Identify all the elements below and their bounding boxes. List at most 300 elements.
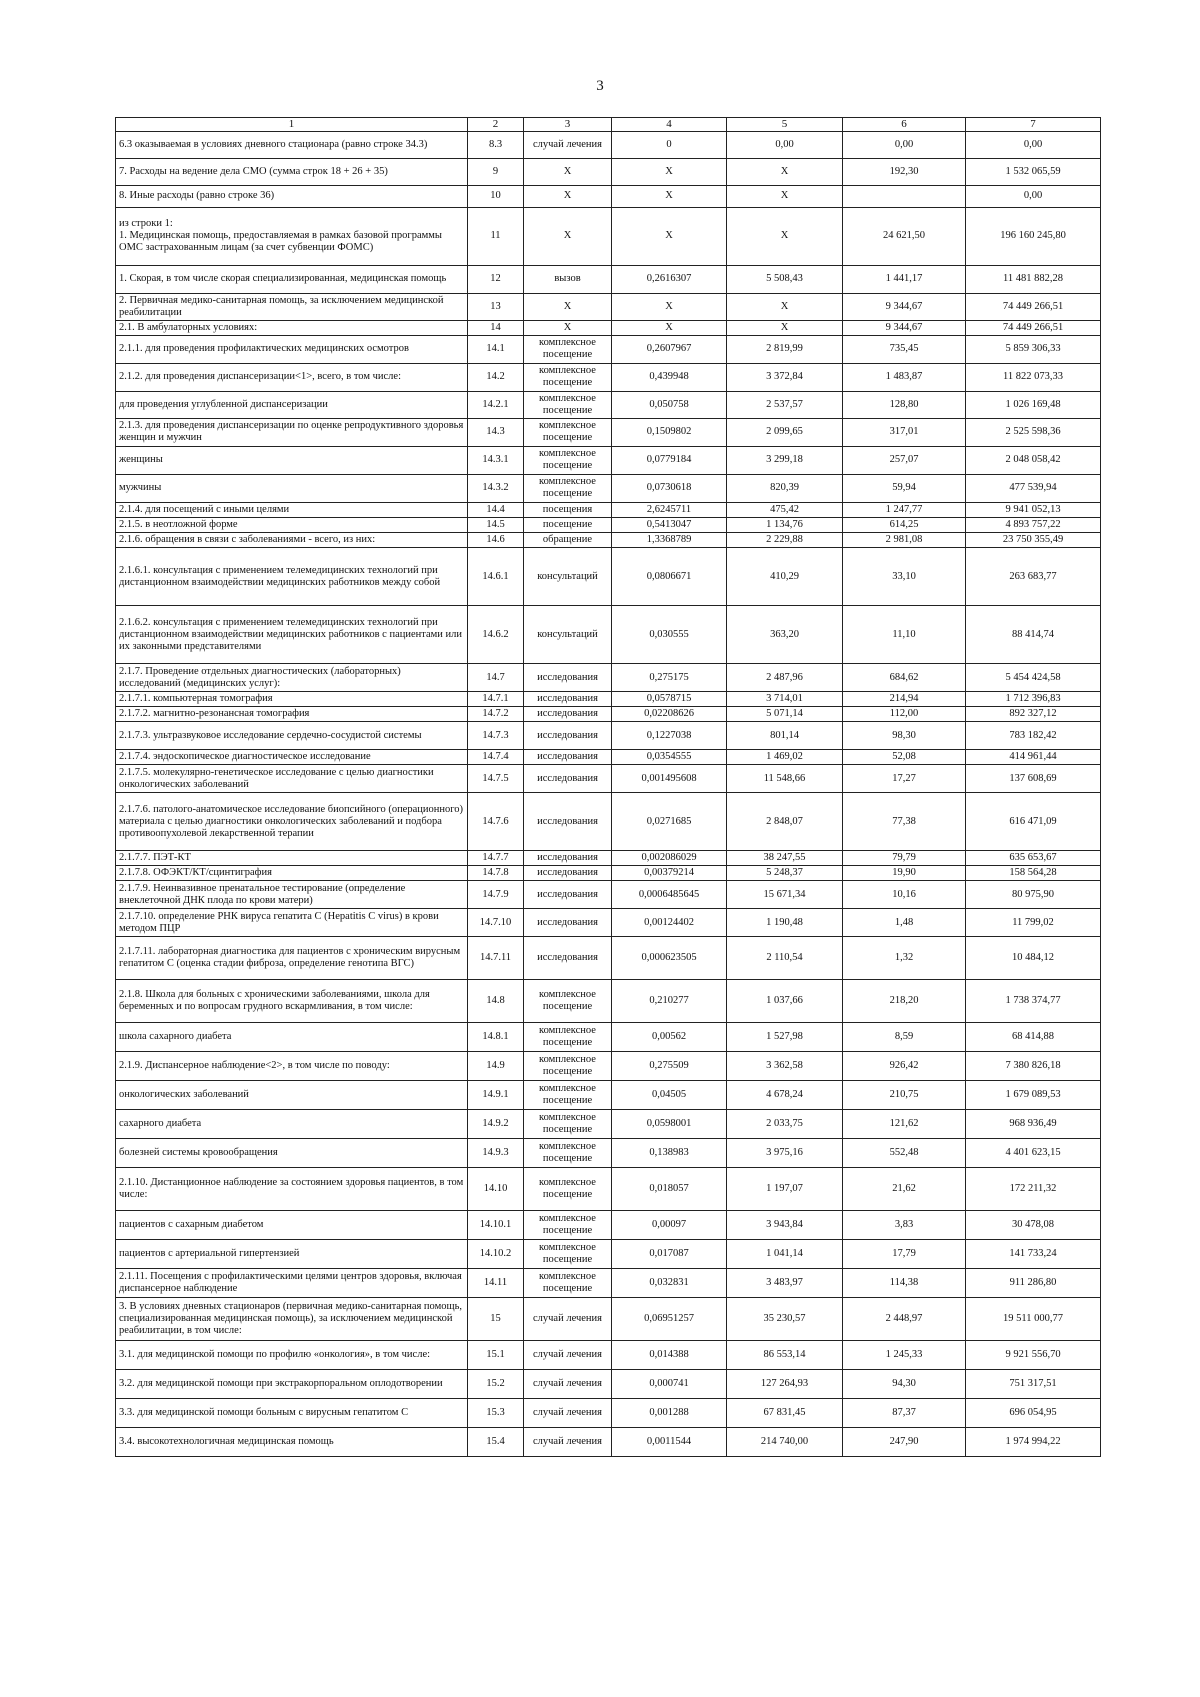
cost-cell: X: [727, 158, 843, 185]
unit-cell: исследования: [524, 909, 612, 937]
table-row: [116, 1428, 1101, 1457]
row-name-cell: школа сахарного диабета: [116, 1023, 468, 1052]
unit-cell: случай лечения: [524, 1298, 612, 1341]
total-cell: 4 401 623,15: [966, 1139, 1101, 1168]
unit-cell: комплексное посещение: [524, 1023, 612, 1052]
unit-cell: комплексное посещение: [524, 335, 612, 363]
total-cell: 9 941 052,13: [966, 502, 1101, 517]
unit-cell: комплексное посещение: [524, 980, 612, 1023]
unit-cell: X: [524, 158, 612, 185]
unit-cell: случай лечения: [524, 1428, 612, 1457]
per-capita-cell: 33,10: [843, 548, 966, 606]
table-row: [116, 793, 1101, 851]
row-name-cell: 2.1.6. обращения в связи с заболеваниями - всего, из них:: [116, 533, 468, 548]
norm-cell: 0,0730618: [612, 474, 727, 502]
column-number: 3: [524, 118, 612, 132]
norm-cell: 0,138983: [612, 1139, 727, 1168]
row-code-cell: 14.6: [468, 533, 524, 548]
per-capita-cell: 257,07: [843, 446, 966, 474]
norm-cell: 0,00097: [612, 1211, 727, 1240]
unit-cell: комплексное посещение: [524, 1168, 612, 1211]
unit-cell: комплексное посещение: [524, 1240, 612, 1269]
table-row: [116, 980, 1101, 1023]
row-name-cell: 2.1.9. Диспансерное наблюдение<2>, в том числе по поводу:: [116, 1052, 468, 1081]
unit-cell: комплексное посещение: [524, 1052, 612, 1081]
per-capita-cell: 9 344,67: [843, 320, 966, 335]
cost-cell: 2 819,99: [727, 335, 843, 363]
total-cell: 74 449 266,51: [966, 320, 1101, 335]
unit-cell: комплексное посещение: [524, 1211, 612, 1240]
cost-cell: 214 740,00: [727, 1428, 843, 1457]
cost-cell: X: [727, 320, 843, 335]
total-cell: 635 653,67: [966, 851, 1101, 866]
per-capita-cell: 1,48: [843, 909, 966, 937]
row-name-cell: 2.1.10. Дистанционное наблюдение за состоянием здоровья пациентов, в том числе:: [116, 1168, 468, 1211]
row-name-cell: женщины: [116, 446, 468, 474]
total-cell: 4 893 757,22: [966, 518, 1101, 533]
total-cell: 1 532 065,59: [966, 158, 1101, 185]
row-code-cell: 14.7.1: [468, 692, 524, 707]
unit-cell: комплексное посещение: [524, 446, 612, 474]
table-row: [116, 185, 1101, 207]
per-capita-cell: 21,62: [843, 1168, 966, 1211]
total-cell: 616 471,09: [966, 793, 1101, 851]
total-cell: 892 327,12: [966, 707, 1101, 722]
table-row: [116, 265, 1101, 293]
per-capita-cell: 0,00: [843, 131, 966, 158]
per-capita-cell: 9 344,67: [843, 293, 966, 320]
table-row: [116, 1211, 1101, 1240]
per-capita-cell: 3,83: [843, 1211, 966, 1240]
unit-cell: случай лечения: [524, 131, 612, 158]
row-code-cell: 14.7.5: [468, 765, 524, 793]
total-cell: 751 317,51: [966, 1370, 1101, 1399]
column-number: 4: [612, 118, 727, 132]
unit-cell: исследования: [524, 851, 612, 866]
norm-cell: X: [612, 293, 727, 320]
table-row: [116, 320, 1101, 335]
norm-cell: 0,210277: [612, 980, 727, 1023]
unit-cell: исследования: [524, 765, 612, 793]
unit-cell: исследования: [524, 722, 612, 750]
row-name-cell: пациентов с сахарным диабетом: [116, 1211, 468, 1240]
row-name-cell: 2.1.7.11. лабораторная диагностика для пациентов с хроническим вирусным гепатитом С (оценка стадии фиброза, определение генотипа ВГС): [116, 937, 468, 980]
cost-cell: 15 671,34: [727, 881, 843, 909]
table-row: [116, 765, 1101, 793]
row-name-cell: 3.3. для медицинской помощи больным с вирусным гепатитом С: [116, 1399, 468, 1428]
per-capita-cell: 17,27: [843, 765, 966, 793]
table-row: [116, 335, 1101, 363]
per-capita-cell: 24 621,50: [843, 207, 966, 265]
norm-cell: 0,00124402: [612, 909, 727, 937]
per-capita-cell: 52,08: [843, 750, 966, 765]
row-name-cell: сахарного диабета: [116, 1110, 468, 1139]
unit-cell: случай лечения: [524, 1341, 612, 1370]
norm-cell: 0,0271685: [612, 793, 727, 851]
norm-cell: X: [612, 185, 727, 207]
unit-cell: исследования: [524, 692, 612, 707]
cost-cell: 67 831,45: [727, 1399, 843, 1428]
cost-cell: 363,20: [727, 606, 843, 664]
unit-cell: обращение: [524, 533, 612, 548]
norm-cell: 0,0011544: [612, 1428, 727, 1457]
row-name-cell: 2.1.6.1. консультация с применением телемедицинских технологий при дистанционном взаимодействии медицинских работников между собой: [116, 548, 468, 606]
row-code-cell: 14.7.2: [468, 707, 524, 722]
row-code-cell: 13: [468, 293, 524, 320]
total-cell: 414 961,44: [966, 750, 1101, 765]
row-name-cell: 3.2. для медицинской помощи при экстракорпоральном оплодотворении: [116, 1370, 468, 1399]
row-code-cell: 14.10: [468, 1168, 524, 1211]
total-cell: 11 481 882,28: [966, 265, 1101, 293]
row-code-cell: 9: [468, 158, 524, 185]
table-row: [116, 293, 1101, 320]
per-capita-cell: 218,20: [843, 980, 966, 1023]
row-code-cell: 14.10.1: [468, 1211, 524, 1240]
unit-cell: исследования: [524, 866, 612, 881]
total-cell: 80 975,90: [966, 881, 1101, 909]
row-code-cell: 14.1: [468, 335, 524, 363]
norm-cell: 0: [612, 131, 727, 158]
table-row: [116, 391, 1101, 418]
norm-cell: 0,2616307: [612, 265, 727, 293]
unit-cell: X: [524, 185, 612, 207]
table-row: [116, 1081, 1101, 1110]
row-name-cell: 2.1.7.1. компьютерная томография: [116, 692, 468, 707]
table-row: [116, 158, 1101, 185]
unit-cell: посещения: [524, 502, 612, 517]
norm-cell: 0,00379214: [612, 866, 727, 881]
per-capita-cell: 114,38: [843, 1269, 966, 1298]
row-name-cell: из строки 1: 1. Медицинская помощь, предоставляемая в рамках базовой программы ОМС застрахованным лицам (за счет субвенции ФОМС): [116, 207, 468, 265]
row-code-cell: 14.8: [468, 980, 524, 1023]
table-row: [116, 707, 1101, 722]
table-row: [116, 866, 1101, 881]
table-row: [116, 750, 1101, 765]
total-cell: 1 679 089,53: [966, 1081, 1101, 1110]
per-capita-cell: 317,01: [843, 418, 966, 446]
total-cell: 11 822 073,33: [966, 363, 1101, 391]
row-name-cell: 2.1.7.8. ОФЭКТ/КТ/сцинтиграфия: [116, 866, 468, 881]
cost-cell: 35 230,57: [727, 1298, 843, 1341]
table-row: [116, 1269, 1101, 1298]
norm-cell: 0,0578715: [612, 692, 727, 707]
row-name-cell: 1. Скорая, в том числе скорая специализированная, медицинская помощь: [116, 265, 468, 293]
column-number: 1: [116, 118, 468, 132]
total-cell: 68 414,88: [966, 1023, 1101, 1052]
norm-cell: 0,2607967: [612, 335, 727, 363]
unit-cell: X: [524, 320, 612, 335]
row-code-cell: 8.3: [468, 131, 524, 158]
unit-cell: комплексное посещение: [524, 418, 612, 446]
table-row: [116, 446, 1101, 474]
row-code-cell: 14.2: [468, 363, 524, 391]
per-capita-cell: 1 441,17: [843, 265, 966, 293]
unit-cell: комплексное посещение: [524, 474, 612, 502]
table-row: [116, 1168, 1101, 1211]
row-name-cell: 2.1.1. для проведения профилактических медицинских осмотров: [116, 335, 468, 363]
unit-cell: исследования: [524, 664, 612, 692]
row-code-cell: 14.6.1: [468, 548, 524, 606]
row-name-cell: 2.1.7.2. магнитно-резонансная томография: [116, 707, 468, 722]
row-name-cell: 2.1.11. Посещения с профилактическими целями центров здоровья, включая диспансерное наблюдение: [116, 1269, 468, 1298]
cost-cell: 3 975,16: [727, 1139, 843, 1168]
total-cell: 196 160 245,80: [966, 207, 1101, 265]
row-code-cell: 14.2.1: [468, 391, 524, 418]
per-capita-cell: 1 245,33: [843, 1341, 966, 1370]
per-capita-cell: 11,10: [843, 606, 966, 664]
unit-cell: X: [524, 207, 612, 265]
row-code-cell: 14.7.11: [468, 937, 524, 980]
cost-cell: X: [727, 185, 843, 207]
unit-cell: комплексное посещение: [524, 1139, 612, 1168]
total-cell: 1 026 169,48: [966, 391, 1101, 418]
table-row: [116, 851, 1101, 866]
row-name-cell: 2.1.7.6. патолого-анатомическое исследование биопсийного (операционного) материала с целью диагностики онкологических заболеваний и подбора противоопухолевой лекарственной терапии: [116, 793, 468, 851]
row-name-cell: мужчины: [116, 474, 468, 502]
unit-cell: комплексное посещение: [524, 391, 612, 418]
row-code-cell: 14.6.2: [468, 606, 524, 664]
table-row: [116, 1052, 1101, 1081]
total-cell: 23 750 355,49: [966, 533, 1101, 548]
norm-cell: 0,0806671: [612, 548, 727, 606]
row-name-cell: 3.4. высокотехнологичная медицинская помощь: [116, 1428, 468, 1457]
norm-cell: 0,002086029: [612, 851, 727, 866]
total-cell: 172 211,32: [966, 1168, 1101, 1211]
row-name-cell: 2.1.3. для проведения диспансеризации по оценке репродуктивного здоровья женщин и мужчин: [116, 418, 468, 446]
unit-cell: посещение: [524, 518, 612, 533]
cost-cell: 2 537,57: [727, 391, 843, 418]
norm-cell: 0,0779184: [612, 446, 727, 474]
table-row: [116, 1341, 1101, 1370]
cost-cell: 801,14: [727, 722, 843, 750]
cost-cell: 2 229,88: [727, 533, 843, 548]
per-capita-cell: 1,32: [843, 937, 966, 980]
norm-cell: X: [612, 320, 727, 335]
unit-cell: случай лечения: [524, 1399, 612, 1428]
per-capita-cell: 112,00: [843, 707, 966, 722]
cost-cell: 38 247,55: [727, 851, 843, 866]
row-code-cell: 15.3: [468, 1399, 524, 1428]
table-row: [116, 1240, 1101, 1269]
row-name-cell: 2.1.7.9. Неинвазивное пренатальное тестирование (определение внеклеточной ДНК плода по крови матери): [116, 881, 468, 909]
per-capita-cell: 87,37: [843, 1399, 966, 1428]
cost-cell: 4 678,24: [727, 1081, 843, 1110]
per-capita-cell: 684,62: [843, 664, 966, 692]
unit-cell: исследования: [524, 937, 612, 980]
norm-cell: 0,00562: [612, 1023, 727, 1052]
per-capita-cell: 2 981,08: [843, 533, 966, 548]
row-code-cell: 15.1: [468, 1341, 524, 1370]
per-capita-cell: 210,75: [843, 1081, 966, 1110]
row-name-cell: 2.1.7.10. определение РНК вируса гепатита С (Hepatitis C virus) в крови методом ПЦР: [116, 909, 468, 937]
cost-cell: 2 487,96: [727, 664, 843, 692]
total-cell: 1 712 396,83: [966, 692, 1101, 707]
norm-cell: 0,0006485645: [612, 881, 727, 909]
cost-cell: 3 372,84: [727, 363, 843, 391]
row-code-cell: 14.3.2: [468, 474, 524, 502]
total-cell: 1 738 374,77: [966, 980, 1101, 1023]
table-row: [116, 664, 1101, 692]
row-name-cell: 2. Первичная медико-санитарная помощь, за исключением медицинской реабилитации: [116, 293, 468, 320]
row-code-cell: 14.9: [468, 1052, 524, 1081]
row-name-cell: 7. Расходы на ведение дела СМО (сумма строк 18 + 26 + 35): [116, 158, 468, 185]
row-name-cell: онкологических заболеваний: [116, 1081, 468, 1110]
table-row: [116, 474, 1101, 502]
cost-cell: X: [727, 207, 843, 265]
cost-cell: 1 190,48: [727, 909, 843, 937]
per-capita-cell: 926,42: [843, 1052, 966, 1081]
row-code-cell: 14.7.10: [468, 909, 524, 937]
table-row: [116, 722, 1101, 750]
cost-cell: 2 033,75: [727, 1110, 843, 1139]
cost-cell: 5 248,37: [727, 866, 843, 881]
table-row: [116, 207, 1101, 265]
row-code-cell: 14.11: [468, 1269, 524, 1298]
column-number: 5: [727, 118, 843, 132]
per-capita-cell: 192,30: [843, 158, 966, 185]
cost-cell: 127 264,93: [727, 1370, 843, 1399]
total-cell: 2 525 598,36: [966, 418, 1101, 446]
cost-cell: 11 548,66: [727, 765, 843, 793]
cost-cell: 2 848,07: [727, 793, 843, 851]
cost-cell: 3 362,58: [727, 1052, 843, 1081]
row-code-cell: 14.7.8: [468, 866, 524, 881]
row-code-cell: 14.7.4: [468, 750, 524, 765]
unit-cell: комплексное посещение: [524, 363, 612, 391]
cost-cell: 410,29: [727, 548, 843, 606]
norm-cell: 1,3368789: [612, 533, 727, 548]
per-capita-cell: 614,25: [843, 518, 966, 533]
row-code-cell: 15.2: [468, 1370, 524, 1399]
unit-cell: комплексное посещение: [524, 1110, 612, 1139]
unit-cell: комплексное посещение: [524, 1081, 612, 1110]
row-code-cell: 14.9.2: [468, 1110, 524, 1139]
row-code-cell: 14.4: [468, 502, 524, 517]
norm-cell: 0,1227038: [612, 722, 727, 750]
table-row: [116, 363, 1101, 391]
row-code-cell: 14.7.9: [468, 881, 524, 909]
cost-cell: 475,42: [727, 502, 843, 517]
norm-cell: 0,1509802: [612, 418, 727, 446]
total-cell: 74 449 266,51: [966, 293, 1101, 320]
table-row: [116, 1139, 1101, 1168]
unit-cell: исследования: [524, 793, 612, 851]
table-row: [116, 502, 1101, 517]
norm-cell: 0,030555: [612, 606, 727, 664]
per-capita-cell: [843, 185, 966, 207]
total-cell: 783 182,42: [966, 722, 1101, 750]
total-cell: 5 454 424,58: [966, 664, 1101, 692]
norm-cell: 0,06951257: [612, 1298, 727, 1341]
cost-cell: 3 483,97: [727, 1269, 843, 1298]
row-name-cell: пациентов с артериальной гипертензией: [116, 1240, 468, 1269]
row-code-cell: 14.7: [468, 664, 524, 692]
per-capita-cell: 128,80: [843, 391, 966, 418]
per-capita-cell: 8,59: [843, 1023, 966, 1052]
per-capita-cell: 19,90: [843, 866, 966, 881]
per-capita-cell: 2 448,97: [843, 1298, 966, 1341]
per-capita-cell: 121,62: [843, 1110, 966, 1139]
total-cell: 137 608,69: [966, 765, 1101, 793]
total-cell: 1 974 994,22: [966, 1428, 1101, 1457]
row-code-cell: 15.4: [468, 1428, 524, 1457]
cost-cell: X: [727, 293, 843, 320]
table-row: [116, 418, 1101, 446]
table-row: [116, 1110, 1101, 1139]
norm-cell: 0,000741: [612, 1370, 727, 1399]
unit-cell: случай лечения: [524, 1370, 612, 1399]
column-number: 2: [468, 118, 524, 132]
per-capita-cell: 214,94: [843, 692, 966, 707]
per-capita-cell: 735,45: [843, 335, 966, 363]
table-row: [116, 131, 1101, 158]
row-name-cell: 3. В условиях дневных стационаров (первичная медико-санитарная помощь, специализированная медицинская помощь), за исключением медицинской реабилитации, в том числе:: [116, 1298, 468, 1341]
row-name-cell: для проведения углубленной диспансеризации: [116, 391, 468, 418]
row-name-cell: 2.1.7. Проведение отдельных диагностических (лабораторных) исследований (медицинских услуг):: [116, 664, 468, 692]
row-name-cell: 2.1.5. в неотложной форме: [116, 518, 468, 533]
per-capita-cell: 1 247,77: [843, 502, 966, 517]
table-row: [116, 1023, 1101, 1052]
row-name-cell: 6.3 оказываемая в условиях дневного стационара (равно строке 34.3): [116, 131, 468, 158]
total-cell: 968 936,49: [966, 1110, 1101, 1139]
total-cell: 911 286,80: [966, 1269, 1101, 1298]
row-code-cell: 14.5: [468, 518, 524, 533]
cost-cell: 0,00: [727, 131, 843, 158]
column-number: 6: [843, 118, 966, 132]
total-cell: 0,00: [966, 185, 1101, 207]
per-capita-cell: 17,79: [843, 1240, 966, 1269]
row-name-cell: 2.1. В амбулаторных условиях:: [116, 320, 468, 335]
row-name-cell: 3.1. для медицинской помощи по профилю «онкология», в том числе:: [116, 1341, 468, 1370]
norm-cell: 0,02208626: [612, 707, 727, 722]
norm-cell: X: [612, 207, 727, 265]
total-cell: 88 414,74: [966, 606, 1101, 664]
per-capita-cell: 1 483,87: [843, 363, 966, 391]
cost-cell: 5 071,14: [727, 707, 843, 722]
cost-cell: 3 714,01: [727, 692, 843, 707]
norm-cell: 0,014388: [612, 1341, 727, 1370]
column-number-row: [116, 118, 1101, 132]
total-cell: 10 484,12: [966, 937, 1101, 980]
per-capita-cell: 59,94: [843, 474, 966, 502]
norm-cell: X: [612, 158, 727, 185]
cost-cell: 2 110,54: [727, 937, 843, 980]
total-cell: 30 478,08: [966, 1211, 1101, 1240]
total-cell: 7 380 826,18: [966, 1052, 1101, 1081]
per-capita-cell: 79,79: [843, 851, 966, 866]
table-row: [116, 881, 1101, 909]
norm-cell: 0,000623505: [612, 937, 727, 980]
row-code-cell: 14.7.7: [468, 851, 524, 866]
table-row: [116, 1399, 1101, 1428]
cost-cell: 1 527,98: [727, 1023, 843, 1052]
norm-cell: 0,5413047: [612, 518, 727, 533]
norm-cell: 0,439948: [612, 363, 727, 391]
cost-cell: 2 099,65: [727, 418, 843, 446]
cost-cell: 1 041,14: [727, 1240, 843, 1269]
row-code-cell: 14.9.3: [468, 1139, 524, 1168]
cost-cell: 1 469,02: [727, 750, 843, 765]
row-code-cell: 15: [468, 1298, 524, 1341]
cost-cell: 86 553,14: [727, 1341, 843, 1370]
total-cell: 696 054,95: [966, 1399, 1101, 1428]
table-row: [116, 1298, 1101, 1341]
per-capita-cell: 77,38: [843, 793, 966, 851]
norm-cell: 0,050758: [612, 391, 727, 418]
total-cell: 0,00: [966, 131, 1101, 158]
unit-cell: X: [524, 293, 612, 320]
norm-cell: 0,017087: [612, 1240, 727, 1269]
